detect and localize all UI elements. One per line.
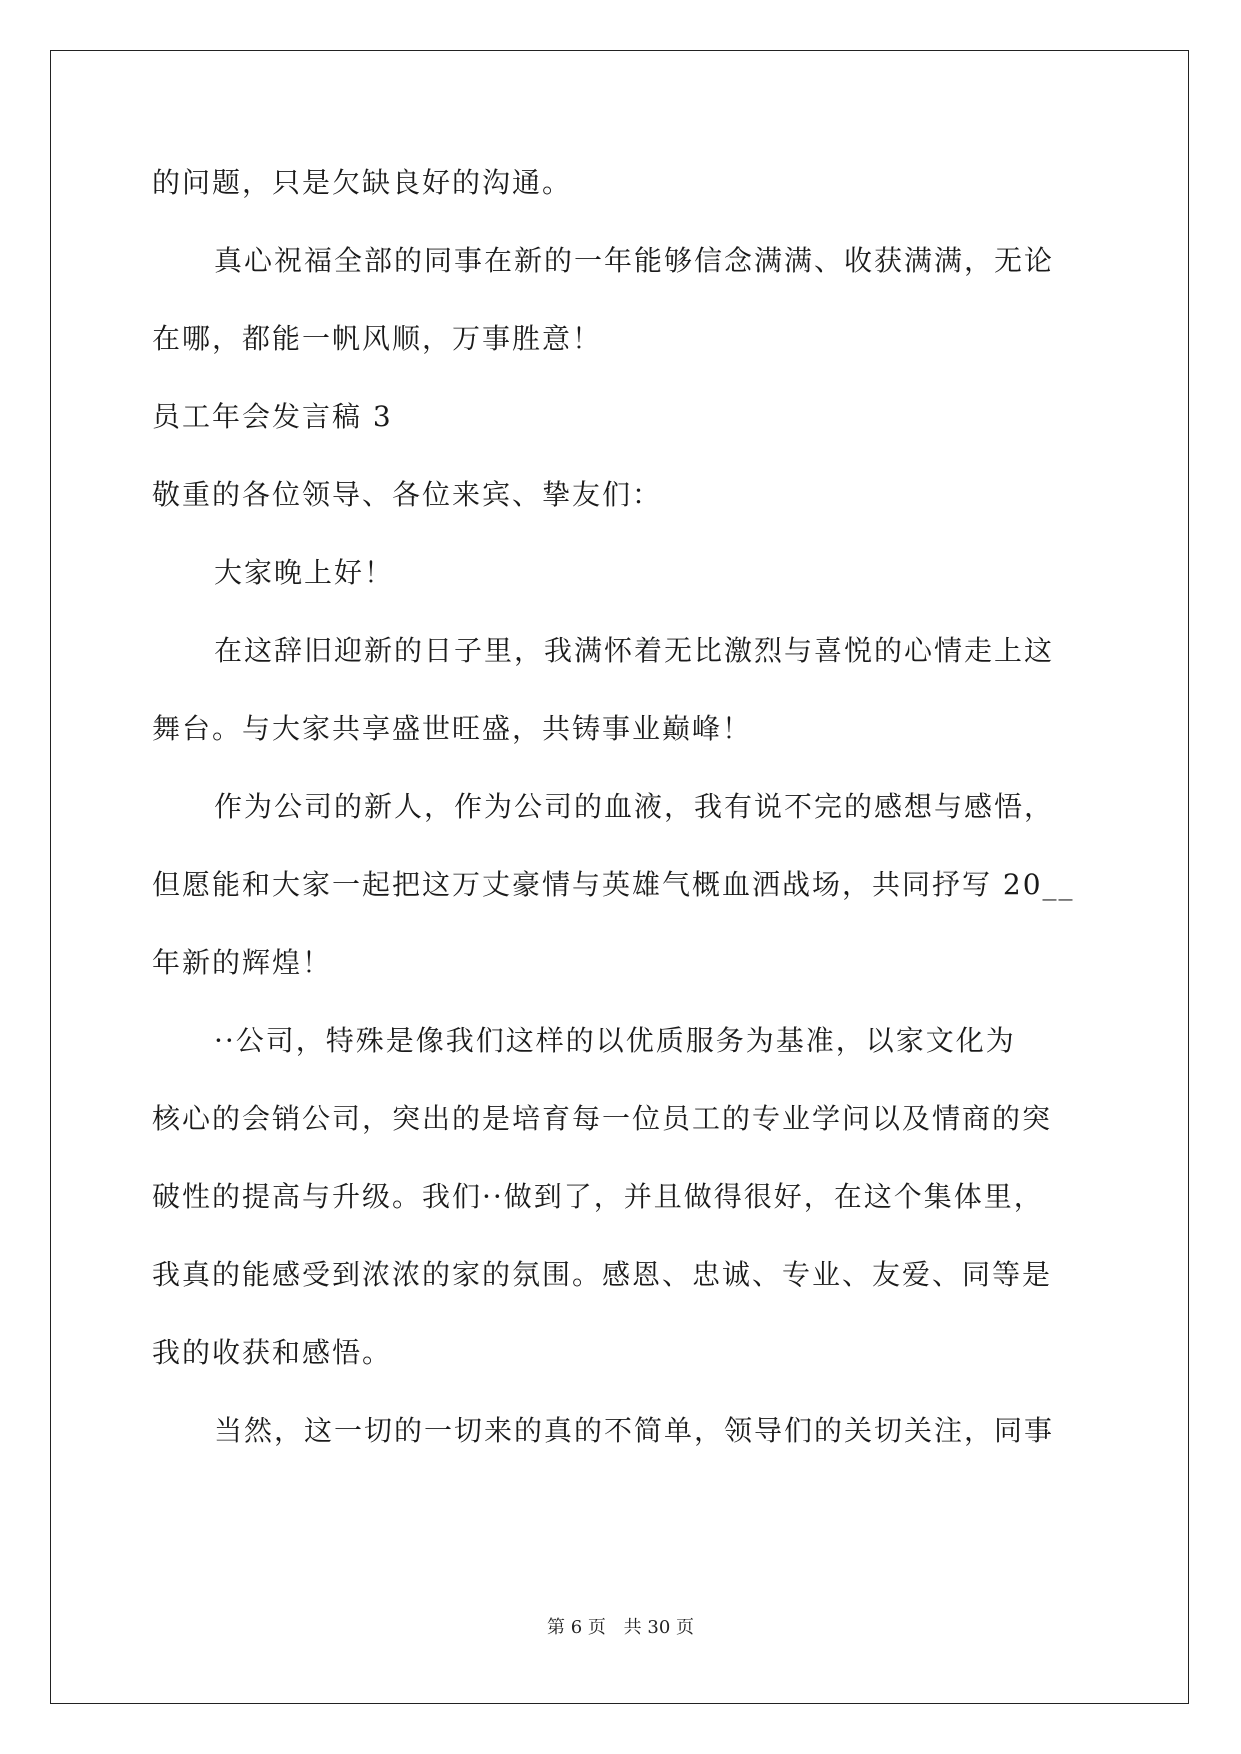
text-line: 年新的辉煌！	[152, 946, 333, 979]
page-number: 第 6 页	[547, 1617, 606, 1638]
text-line: 作为公司的新人，作为公司的血液，我有说不完的感想与感悟，	[214, 790, 1055, 823]
page-footer	[0, 1616, 1241, 1640]
section-heading: 员工年会发言稿 3	[152, 400, 393, 433]
text-line: 在这辞旧迎新的日子里，我满怀着无比激烈与喜悦的心情走上这	[214, 634, 1055, 667]
page-total: 共 30 页	[623, 1617, 694, 1638]
text-line: 的问题，只是欠缺良好的沟通。	[152, 166, 573, 199]
text-line: 破性的提高与升级。我们··做到了，并且做得很好，在这个集体里，	[152, 1180, 1044, 1213]
salutation: 敬重的各位领导、各位来宾、挚友们：	[152, 478, 663, 511]
text-line: 舞台。与大家共享盛世旺盛，共铸事业巅峰！	[152, 712, 753, 745]
text-line: 当然，这一切的一切来的真的不简单，领导们的关切关注，同事	[214, 1414, 1055, 1447]
document-body	[152, 162, 1086, 1488]
text-line: 在哪，都能一帆风顺，万事胜意！	[152, 322, 603, 355]
text-line: 我的收获和感悟。	[152, 1336, 393, 1369]
text-line: 大家晚上好！	[214, 556, 395, 589]
text-line: ··公司，特殊是像我们这样的以优质服务为基准，以家文化为	[214, 1024, 1016, 1057]
text-line: 真心祝福全部的同事在新的一年能够信念满满、收获满满，无论	[214, 244, 1055, 277]
text-line: 核心的会销公司，突出的是培育每一位员工的专业学问以及情商的突	[152, 1102, 1053, 1135]
text-line: 但愿能和大家一起把这万丈豪情与英雄气概血洒战场，共同抒写 20__	[152, 868, 1075, 901]
text-line: 我真的能感受到浓浓的家的氛围。感恩、忠诚、专业、友爱、同等是	[152, 1258, 1053, 1291]
